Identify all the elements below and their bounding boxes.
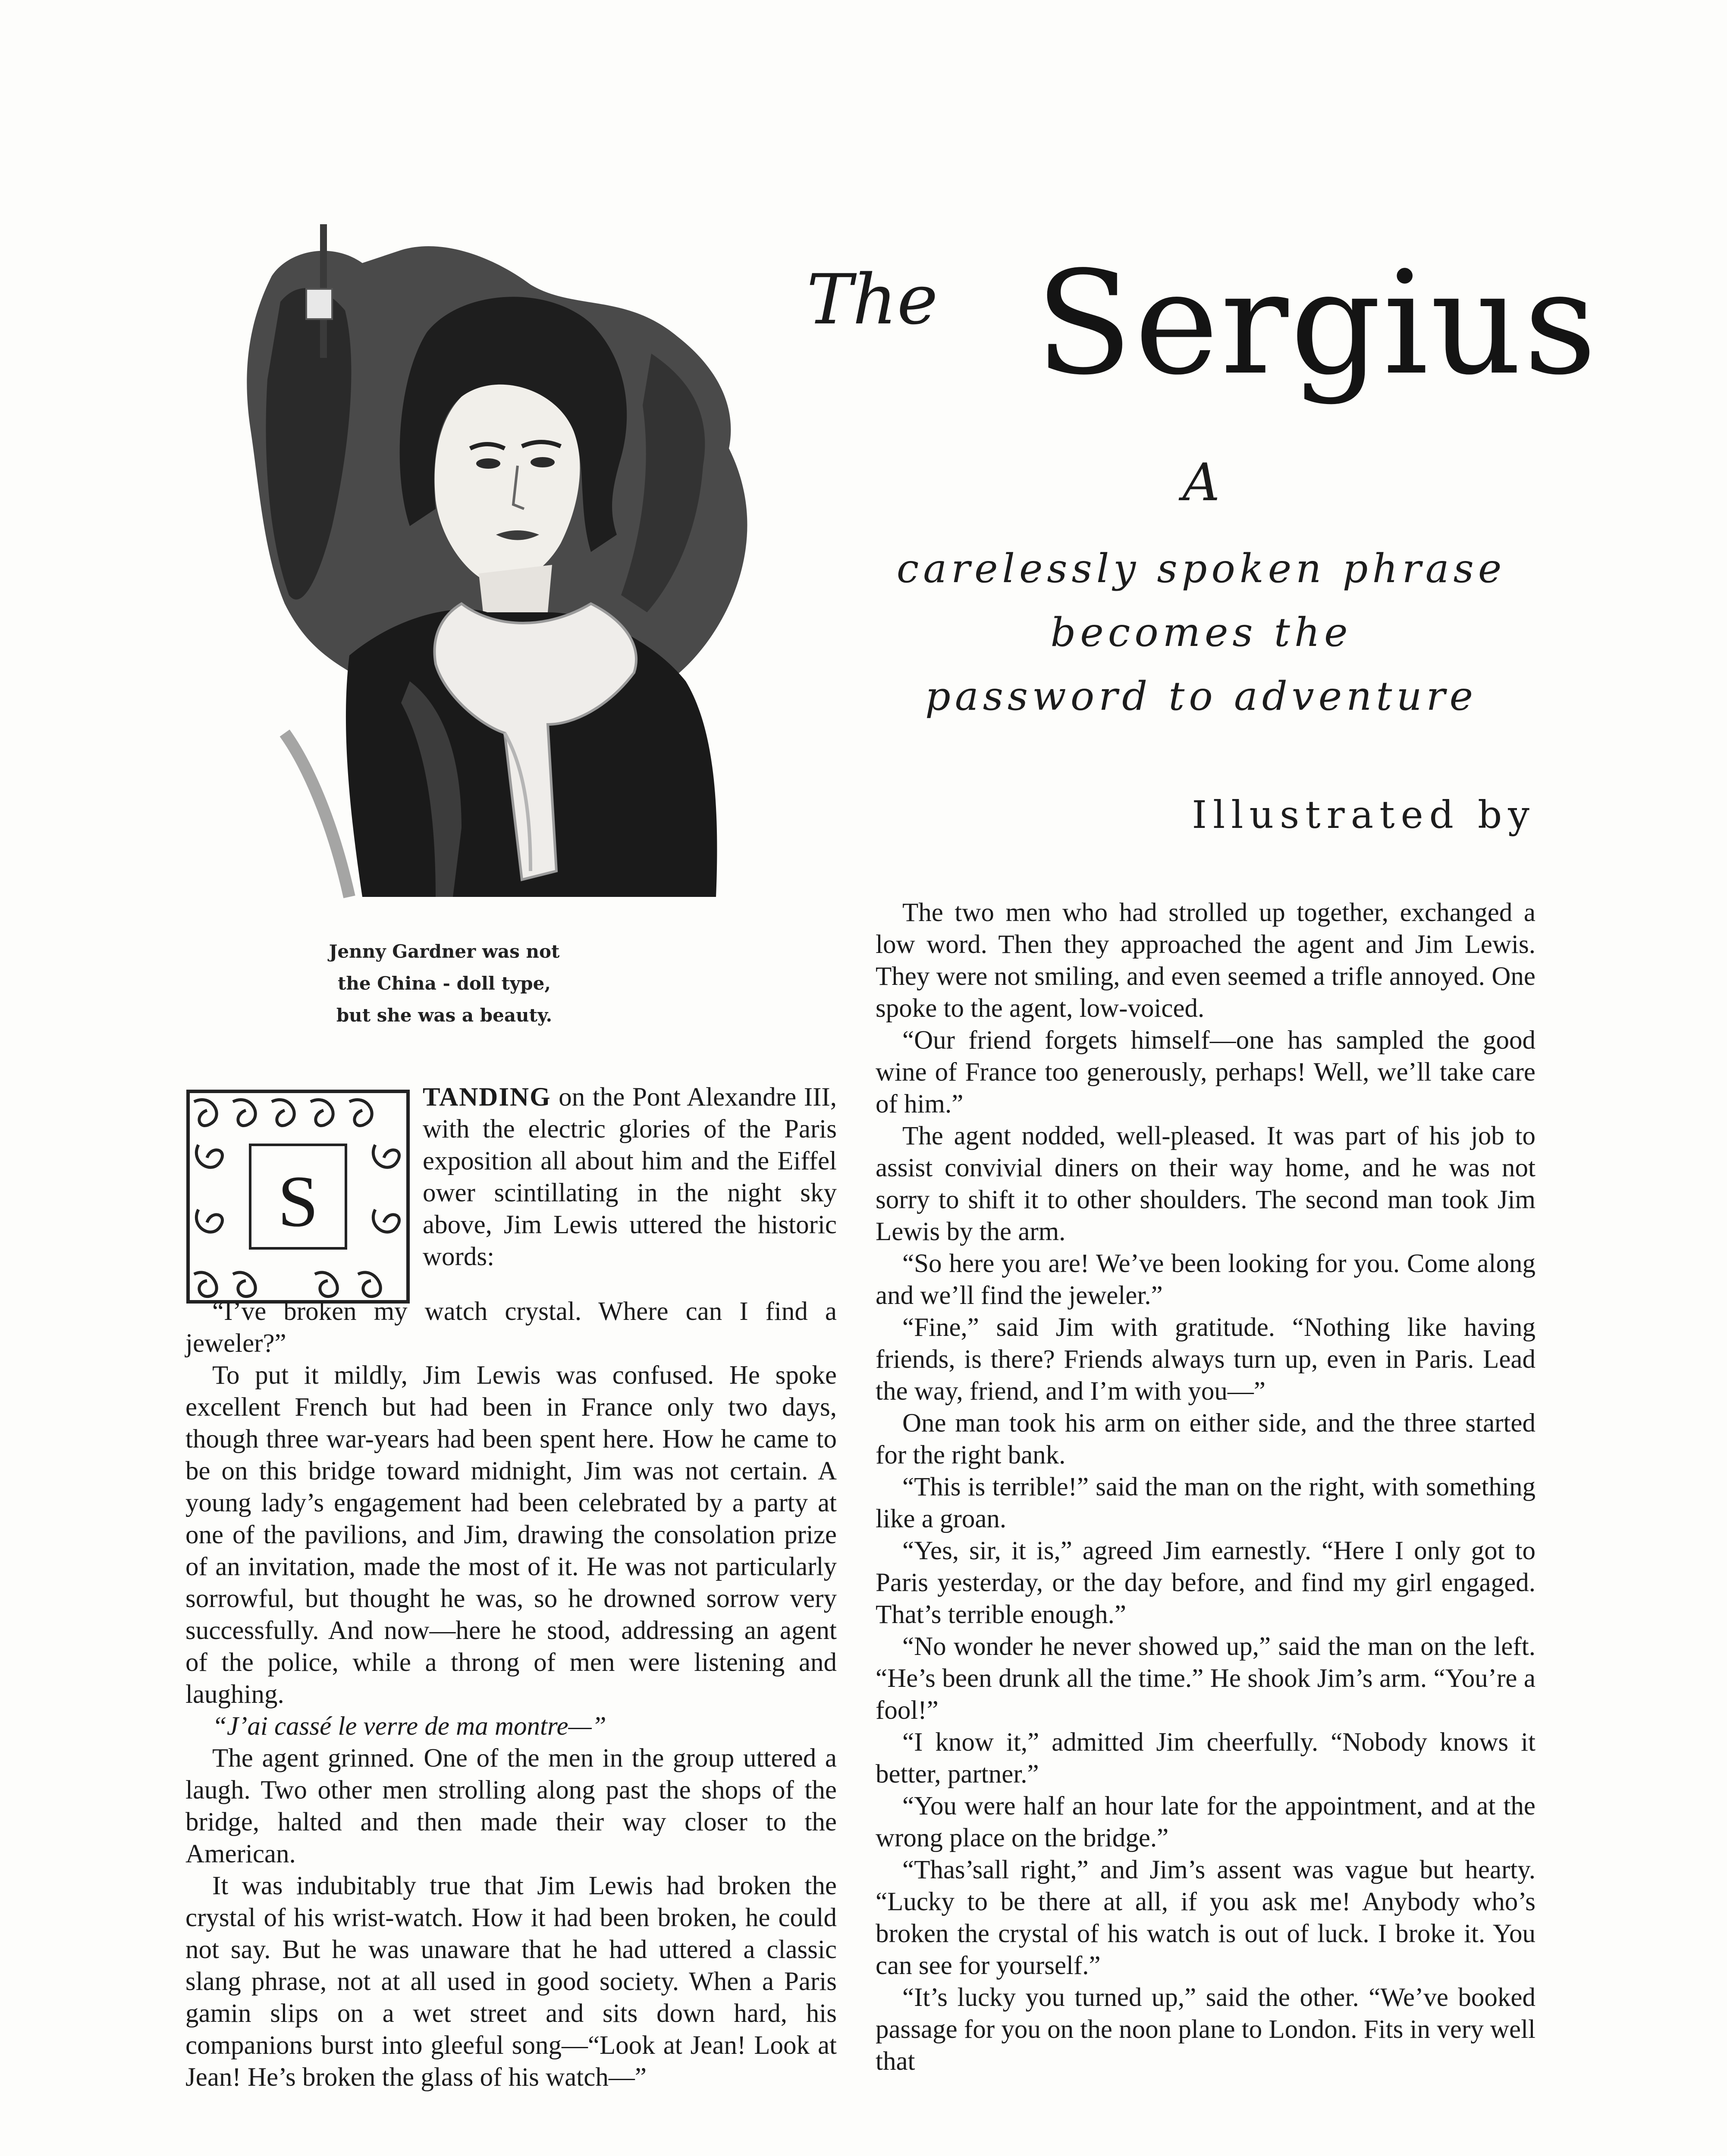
portrait-illustration [220, 224, 776, 936]
body-paragraph: “I’ve broken my watch crystal. Where can I find a jeweler?” [185, 1297, 837, 1358]
body-paragraph: One man took his arm on either side, and the three started for the right bank. [876, 1409, 1535, 1470]
body-paragraph: “You were half an hour late for the appointment, and at the wrong place on the bridge.” [876, 1792, 1535, 1852]
body-paragraph: The two men who had strolled up together, exchanged a low word. Then they approached the agent and Jim Lewis. They were not smiling, and even seemed a trifle annoyed. One spoke to the agent, low-voiced. [876, 898, 1535, 1023]
intro-text: on the Pont Alexandre III, with the electric glories of the Paris exposition all about him and the Eiffel ower scintillating in the night sky above, Jim Lewis uttered the historic words: [423, 1083, 837, 1271]
body-paragraph: “Fine,” said Jim with gratitude. “Nothing like having friends, is there? Friends always turn up, even in Paris. Lead the way, friend, and I’m with you—” [876, 1313, 1535, 1406]
drop-cap-ornament [185, 1089, 411, 1304]
body-paragraph: “So here you are! We’ve been looking for you. Come along and we’ll find the jeweler.” [876, 1249, 1535, 1310]
body-paragraph: “No wonder he never showed up,” said the man on the left. “He’s been drunk all the time.” He shook Jim’s arm. “You’re a fool!” [876, 1632, 1535, 1725]
subtitle-line: becomes the [1050, 609, 1352, 655]
body-paragraph: “It’s lucky you turned up,” said the other. “We’ve booked passage for you on the noon plane to London. Fits in very well that [876, 1983, 1535, 2076]
illustrated-by-credit: Illustrated by [1192, 793, 1535, 837]
subtitle-line: password to adventure [925, 673, 1478, 719]
page-title: Sergius [1035, 241, 1598, 406]
right-column [876, 897, 1535, 2078]
body-paragraph: To put it mildly, Jim Lewis was confused. He spoke excellent French but had been in France only two days, though three war-years had been spent here. How he came to be on this bridge toward midnight, Jim was not certain. A young lady’s engagement had been celebrated by a party at one of the pavilions, and Jim, drawing the consolation prize of an invitation, made the most of it. He was not particularly sorrowful, but thought he was, so he drowned sorrow very successfully. And now—here he stood, addressing an agent of the police, while a throng of men were listening and laughing. [185, 1361, 837, 1709]
body-paragraph: “I know it,” admitted Jim cheerfully. “Nobody knows it better, partner.” [876, 1728, 1535, 1789]
subtitle-article: A [1182, 453, 1220, 513]
body-paragraph: The agent nodded, well-pleased. It was part of his job to assist convivial diners on their way home, and he was not sorry to shift it to other shoulders. The second man took Jim Lewis by the arm. [876, 1122, 1535, 1246]
body-paragraph: It was indubitably true that Jim Lewis had broken the crystal of his wrist-watch. How it had been broken, he could not say. But he was unaware that he had uttered a classic slang phrase, not at all used in good society. When a Paris gamin slips on a wet street and sits down hard, his companions burst into gleeful song—“Look at Jean! Look at Jean! He’s broken the glass of his watch—” [185, 1871, 837, 2092]
intro-paragraph [423, 1081, 837, 1273]
body-paragraph: “Yes, sir, it is,” agreed Jim earnestly. “Here I only got to Paris yesterday, or the day before, and find my girl engaged. That’s terrible enough.” [876, 1536, 1535, 1629]
body-paragraph: The agent grinned. One of the men in the group uttered a laugh. Two other men strolling along past the shops of the bridge, halted and then made their way closer to the American. [185, 1744, 837, 1868]
body-paragraph [185, 1711, 837, 1742]
illustration-caption [276, 936, 612, 1031]
caption-line: but she was a beauty. [336, 1005, 553, 1026]
body-paragraph: “Thas’sall right,” and Jim’s assent was vague but hearty. “Lucky to be there at all, if you ask me! Anybody who’s broken the crystal of his watch is out of luck. I broke it. You can see for yourself.” [876, 1855, 1535, 1980]
caption-line: Jenny Gardner was not [329, 941, 560, 962]
intro-cap-rest: TANDING [423, 1083, 551, 1112]
body-paragraph: “This is terrible!” said the man on the right, with something like a groan. [876, 1473, 1535, 1533]
drop-cap-letter: S [277, 1161, 319, 1242]
subtitle [876, 537, 1527, 728]
french-quote: “J’ai cassé le verre de ma montre—” [212, 1712, 606, 1741]
title-prefix: The [807, 259, 938, 340]
body-paragraph: “Our friend forgets himself—one has sampled the good wine of France too generously, perhaps! Well, we’ll take care of him.” [876, 1026, 1535, 1119]
left-column [185, 1296, 837, 2093]
caption-line: the China - doll type, [337, 973, 551, 994]
subtitle-line: carelessly spoken phrase [896, 545, 1506, 592]
